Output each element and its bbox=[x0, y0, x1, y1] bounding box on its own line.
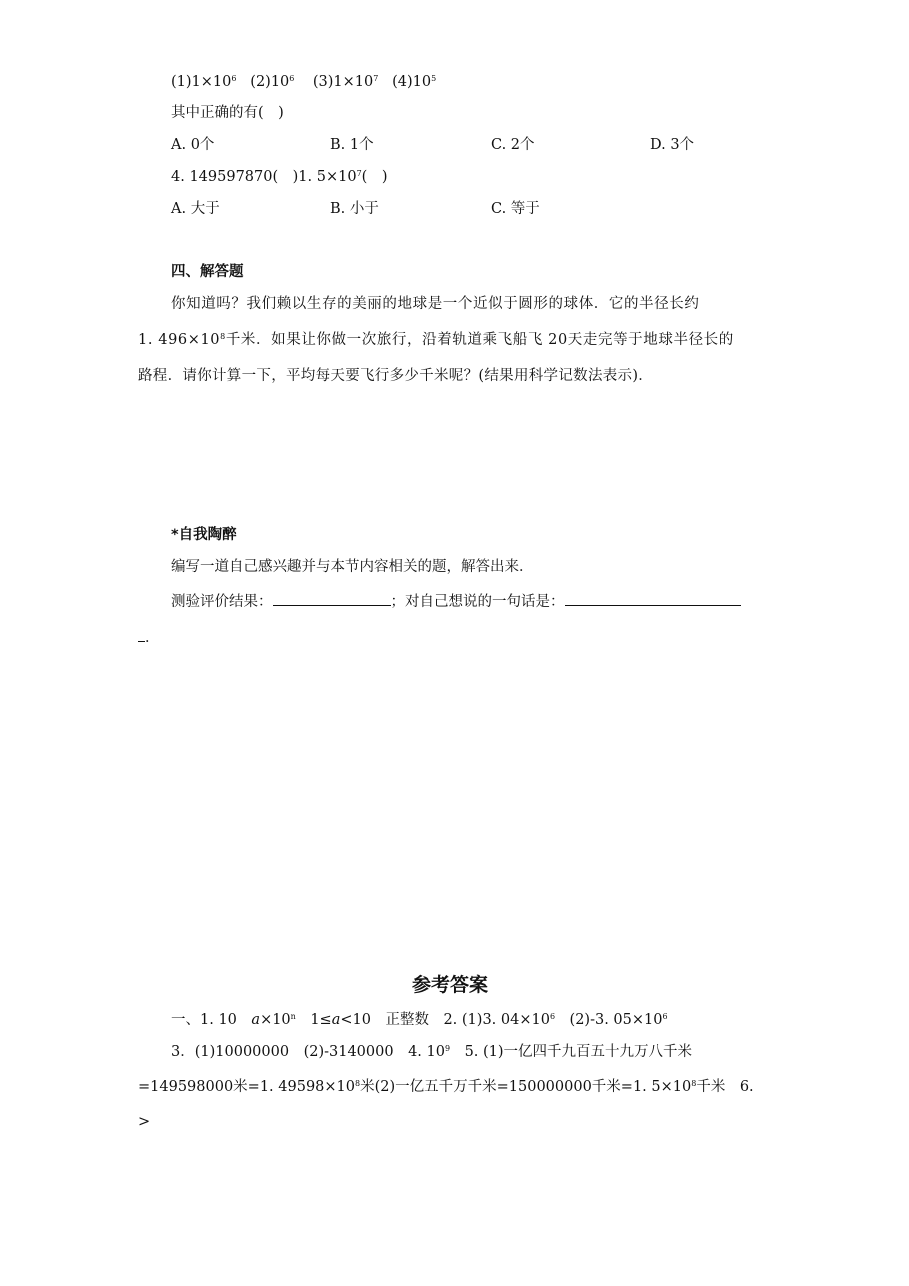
eval-blank[interactable] bbox=[273, 591, 391, 606]
option-4: $(4)10^5$ bbox=[392, 74, 437, 90]
answer-d: D. 3个 bbox=[650, 137, 695, 153]
self-end-line: ． bbox=[138, 627, 160, 648]
answer-c: C. 等于 bbox=[491, 201, 540, 217]
option-3: $(3)1\times 10^7$ bbox=[312, 74, 379, 90]
answers-line-3: =149598000米=1. $49598\times 10^8$米(2)一亿五千万千米=150000000千米=1. $5\times 10^8$千米 6. bbox=[138, 1079, 754, 1095]
answer-b: B. 小于 bbox=[330, 201, 379, 217]
answers-line-2: 3．(1)10000000 (2)-3140000 4. $10^9$ 5. (1)一亿四千九百五十九万八千米 bbox=[171, 1044, 693, 1060]
answers-line-1: 一、1. 10 $a\times 10^n$ 1≤a<10 正整数 2. (1)3. $04\times 10^6$ (2)-3. $05\times 10^6$ bbox=[171, 1012, 668, 1028]
option-2: $(2)10^6$ bbox=[250, 74, 295, 90]
choice-options-line bbox=[171, 72, 436, 92]
section-4-line-3: 路程．请你计算一下，平均每天要飞行多少千米呢？(结果用科学记数法表示)． bbox=[138, 368, 654, 384]
self-heading: *自我陶醉 bbox=[171, 527, 237, 543]
self-line-1: 编写一道自己感兴趣并与本节内容相关的题，解答出来． bbox=[171, 559, 534, 575]
answer-b: B. 1个 bbox=[330, 137, 374, 153]
question-4-answers bbox=[171, 199, 771, 219]
answer-a: A. 大于 bbox=[171, 201, 220, 217]
answers-line-4: > bbox=[138, 1114, 151, 1130]
option-1: $(1)1\times 10^6$ bbox=[171, 74, 237, 90]
question-4: 4. 149597870( )1. $5\times 10^7$( ) bbox=[171, 169, 388, 185]
eval-label: 测验评价结果： bbox=[171, 594, 273, 610]
answer-a: A. 0个 bbox=[171, 137, 215, 153]
message-blank[interactable] bbox=[565, 591, 741, 606]
answer-c: C. 2个 bbox=[491, 137, 535, 153]
question-3-answers bbox=[171, 135, 771, 155]
self-eval-line bbox=[171, 591, 741, 612]
section-4-heading: 四、解答题 bbox=[171, 264, 244, 280]
section-4-line-1: 你知道吗？我们赖以生存的美丽的地球是一个近似于圆形的球体．它的半径长约 bbox=[171, 296, 700, 312]
question-3-prompt: 其中正确的有( ) bbox=[171, 105, 284, 121]
section-4-line-2: 1. $496\times 10^8$千米．如果让你做一次旅行，沿着轨道乘飞船飞 20天走完等于地球半径长的 bbox=[138, 332, 734, 348]
answers-title: 参考答案 bbox=[412, 974, 489, 996]
message-blank-continued[interactable] bbox=[138, 627, 145, 642]
eval-separator: ；对自己想说的一句话是： bbox=[390, 594, 565, 610]
